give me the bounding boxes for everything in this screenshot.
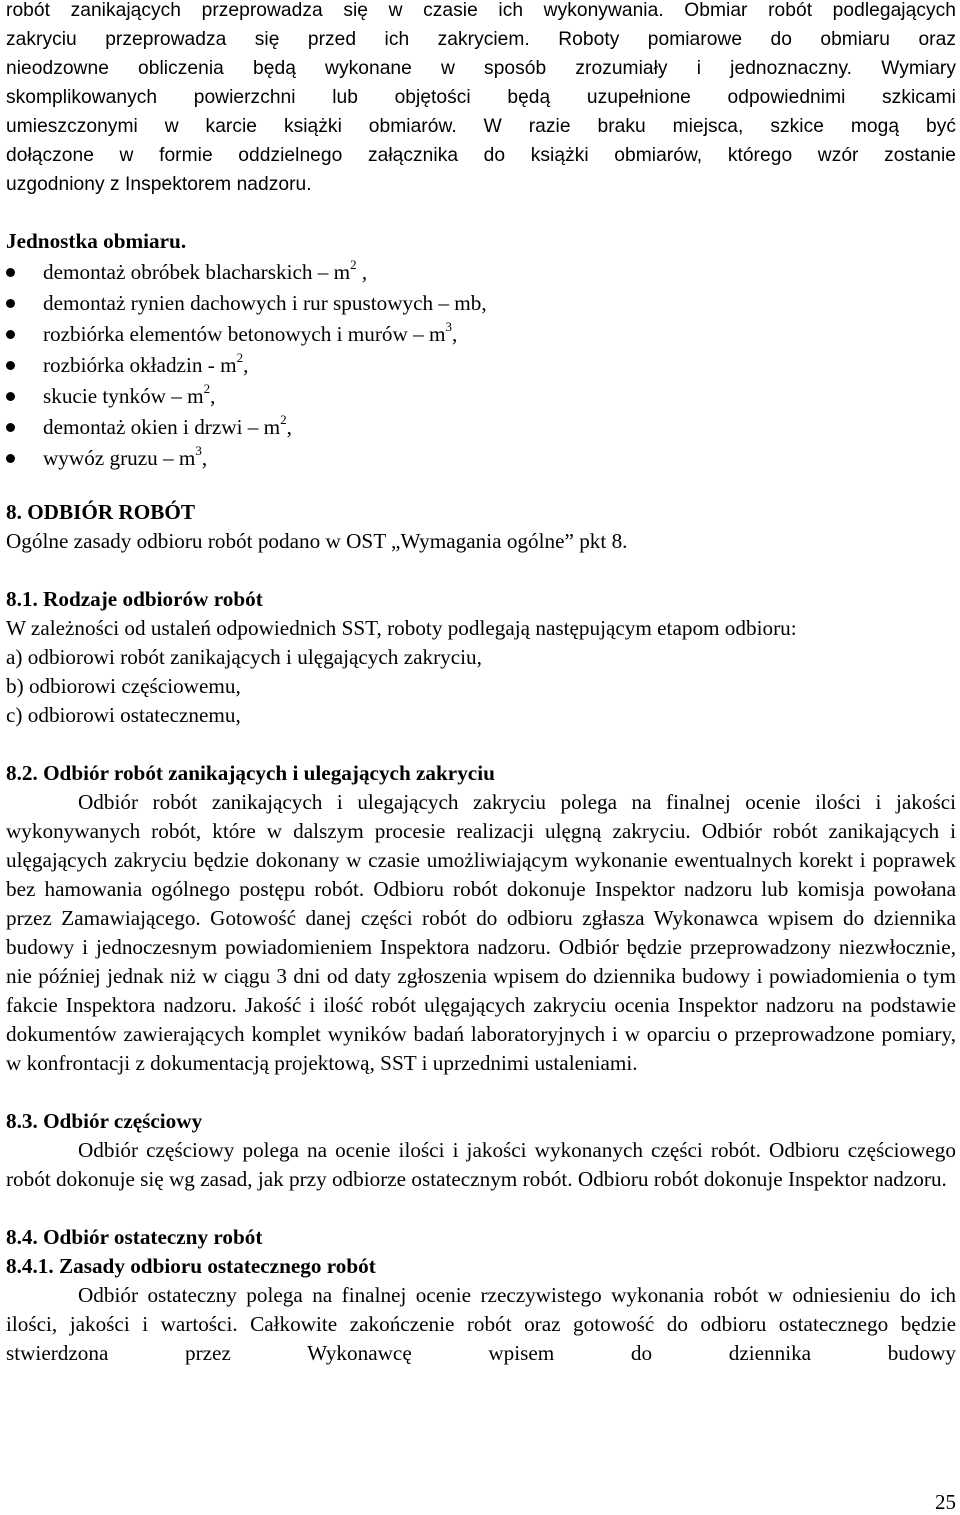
bullet-icon xyxy=(6,423,15,432)
section-line: c) odbiorowi ostatecznemu, xyxy=(6,703,241,727)
section-8-3 xyxy=(6,1107,956,1194)
bullet-icon xyxy=(6,361,15,370)
intro-line: robót zanikających przeprowadza się w czasie ich wykonywania. Obmiar robót podlegających xyxy=(6,0,956,21)
section-text: Odbiór częściowy polega na ocenie ilości i jakości wykonanych części robót. Odbioru częściowego robót dokonuje się wg zasad, jak przy odbiorze ostatecznym robót. Odbioru robót dokonuje Inspektor nadzoru. xyxy=(6,1138,956,1191)
section-heading: 8.1. Rodzaje odbiorów robót xyxy=(6,587,263,611)
bullet-icon xyxy=(6,454,15,463)
section-heading: 8.3. Odbiór częściowy xyxy=(6,1109,203,1133)
intro-line: nieodzowne obliczenia będą wykonane w sposób zrozumiały i jednoznaczny. Wymiary xyxy=(6,58,956,79)
list-item: rozbiórka elementów betonowych i murów – $m^3$, xyxy=(6,319,956,350)
intro-line: dołączone w formie oddzielnego załącznika do książki obmiarów, którego wzór zostanie xyxy=(6,145,956,166)
list-item: demontaż rynien dachowych i rur spustowych – mb, xyxy=(6,288,956,319)
section-heading: 8. ODBIÓR ROBÓT xyxy=(6,500,195,524)
section-line: a) odbiorowi robót zanikających i ulęgających zakryciu, xyxy=(6,645,482,669)
section-text: Odbiór ostateczny polega na finalnej ocenie rzeczywistego wykonania robót w odniesieniu do ich ilości, jakości i wartości. Całkowite zakończenie robót oraz gotowość do odbioru ostatecznego będzie stwierdzona przez Wykonawcę wpisem do dziennika budowy xyxy=(6,1283,956,1365)
page-number: 25 xyxy=(935,1490,956,1514)
list-item: skucie tynków – $m^2$, xyxy=(6,381,956,412)
document-page xyxy=(6,0,956,1368)
unit-section xyxy=(6,227,956,474)
section-text: Odbiór robót zanikających i ulegających zakryciu polega na finalnej ocenie ilości i jakości wykonywanych robót, które w dalszym procesie realizacji ulęgną zakryciu. Odbiór robót zanikających i ulęgających zakryciu będzie dokonany w czasie umożliwiającym wykonanie ewentualnych korekt i poprawek bez hamowania ogólnego postępu robót. Odbioru robót dokonuje Inspektor nadzoru lub komisja powołana przez Zamawiającego. Gotowość danej części robót do odbioru zgłasza Wykonawca wpisem do dziennika budowy i jednoczesnym powiadomieniem Inspektora nadzoru. Odbiór będzie przeprowadzony niezwłocznie, nie później jednak niż w ciągu 3 dni od daty zgłoszenia wpisem do dziennika budowy i powiadomienia o tym fakcie Inspektora nadzoru. Jakość i ilość robót ulęgających zakryciu ocenia Inspektor nadzoru na podstawie dokumentów zawierających komplet wyników badań laboratoryjnych i w oparciu o przeprowadzone pomiary, w konfrontacji z dokumentacją projektową, SST i uprzednimi ustaleniami. xyxy=(6,790,956,1075)
bullet-icon xyxy=(6,268,15,277)
list-item: demontaż obróbek blacharskich – $m^2$ , xyxy=(6,257,956,288)
bullet-icon xyxy=(6,392,15,401)
bullet-icon xyxy=(6,330,15,339)
intro-line: skomplikowanych powierzchni lub objętości będą uzupełnione odpowiednimi szkicami xyxy=(6,87,956,108)
section-8-2 xyxy=(6,759,956,1078)
list-item: wywóz gruzu – $m^3$, xyxy=(6,443,956,474)
intro-line: zakryciu przeprowadza się przed ich zakryciem. Roboty pomiarowe do obmiaru oraz xyxy=(6,29,956,50)
intro-line: umieszczonymi w karcie książki obmiarów. W razie braku miejsca, szkice mogą być xyxy=(6,116,956,137)
section-8-1 xyxy=(6,585,956,730)
bullet-icon xyxy=(6,299,15,308)
subsection-heading: 8.4.1. Zasady odbioru ostatecznego robót xyxy=(6,1254,376,1278)
unit-heading: Jednostka obmiaru. xyxy=(6,229,187,253)
list-item: demontaż okien i drzwi – $m^2$, xyxy=(6,412,956,443)
list-item: rozbiórka okładzin - $m^2$, xyxy=(6,350,956,381)
unit-list xyxy=(6,257,956,474)
intro-line: uzgodniony z Inspektorem nadzoru. xyxy=(6,174,312,195)
section-8-4 xyxy=(6,1223,956,1368)
section-line: W zależności od ustaleń odpowiednich SST, roboty podlegają następującym etapom odbioru: xyxy=(6,616,797,640)
intro-paragraph xyxy=(6,0,956,199)
section-8 xyxy=(6,498,956,556)
section-line: b) odbiorowi częściowemu, xyxy=(6,674,241,698)
section-text: Ogólne zasady odbioru robót podano w OST „Wymagania ogólne” pkt 8. xyxy=(6,529,628,553)
section-heading: 8.4. Odbiór ostateczny robót xyxy=(6,1225,263,1249)
section-heading: 8.2. Odbiór robót zanikających i ulegających zakryciu xyxy=(6,761,495,785)
